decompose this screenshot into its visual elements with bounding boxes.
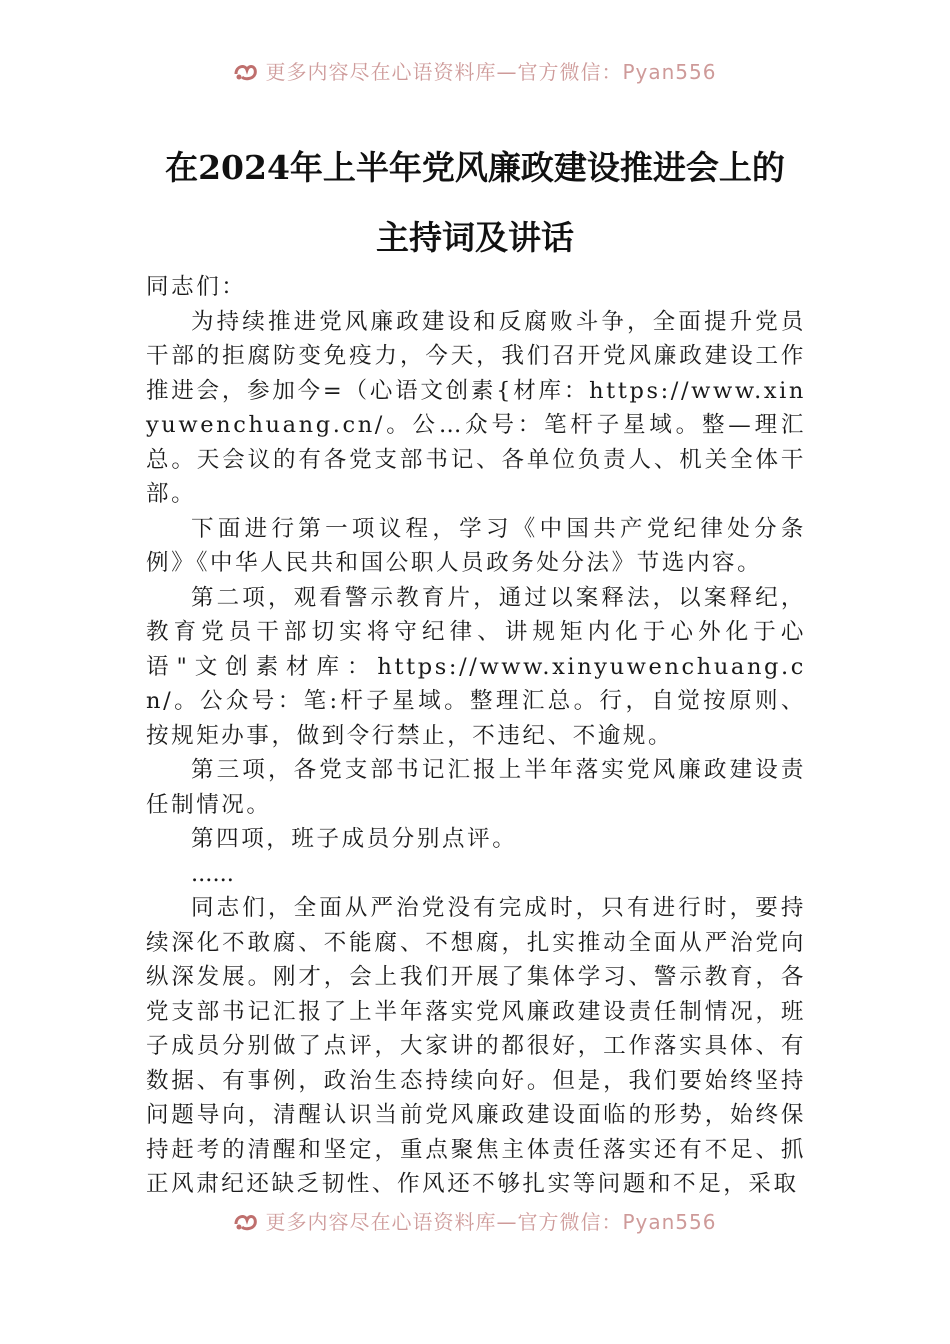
paragraph: 下面进行第一项议程，学习《中国共产党纪律处分条例》《中华人民共和国公职人员政务处分法》节选内容。 [146,515,806,576]
logo-icon [233,1210,259,1237]
document-title-line-1: 在2024年上半年党风廉政建设推进会上的 [165,148,785,187]
paragraph: 为持续推进党风廉政建设和反腐败斗争，全面提升党员干部的拒腐防变免疫力，今天，我们召开党风廉政建设工作推进会，参加今=（心语文创素{材库：https://www.xinyuwenchuang.cn/。公…众号：笔杆子星域。整—理汇总。天会议的有各党支部书记、各单位负责人、机关全体干部。 [146,308,806,507]
watermark-text: 更多内容尽在心语资料库—官方微信：Pyan556 [265,1210,717,1234]
ellipsis: ...... [191,860,234,887]
paragraph: 同志们，全面从严治党没有完成时，只有进行时，要持续深化不敢腐、不能腐、不想腐，扎实推动全面从严治党向纵深发展。刚才，会上我们开展了集体学习、警示教育，各党支部书记汇报了上半年落实党风廉政建设责任制情况，班子成员分别做了点评，大家讲的都很好，工作落实具体、有数据、有事例，政治生态持续向好。但是，我们要始终坚持问题导向，清醒认识当前党风廉政建设面临的形势，始终保持赶考的清醒和坚定，重点聚焦主体责任落实还有不足、抓正风肃纪还缺乏韧性、作风还不够扎实等问题和不足，采取 [146,895,806,1197]
document-title-line-2: 主持词及讲话 [376,218,574,257]
paragraph: 第二项，观看警示教育片，通过以案释法，以案释纪，教育党员干部切实将守纪律、讲规矩内化于心外化于心语"文创素材库：https://www.xinyuwenchuang.cn/。公众号：笔:杆子星域。整理汇总。行，自觉按原则、按规矩办事，做到令行禁止，不违纪、不逾规。 [146,584,806,749]
paragraph: 第三项，各党支部书记汇报上半年落实党风廉政建设责任制情况。 [146,757,806,818]
footer-watermark [0,1206,950,1237]
salutation: 同志们： [146,274,247,300]
paragraph: 第四项，班子成员分别点评。 [191,826,518,852]
header-watermark [0,56,950,87]
document-body [146,270,806,1202]
watermark-text: 更多内容尽在心语资料库—官方微信：Pyan556 [265,60,717,84]
logo-icon [233,60,259,87]
